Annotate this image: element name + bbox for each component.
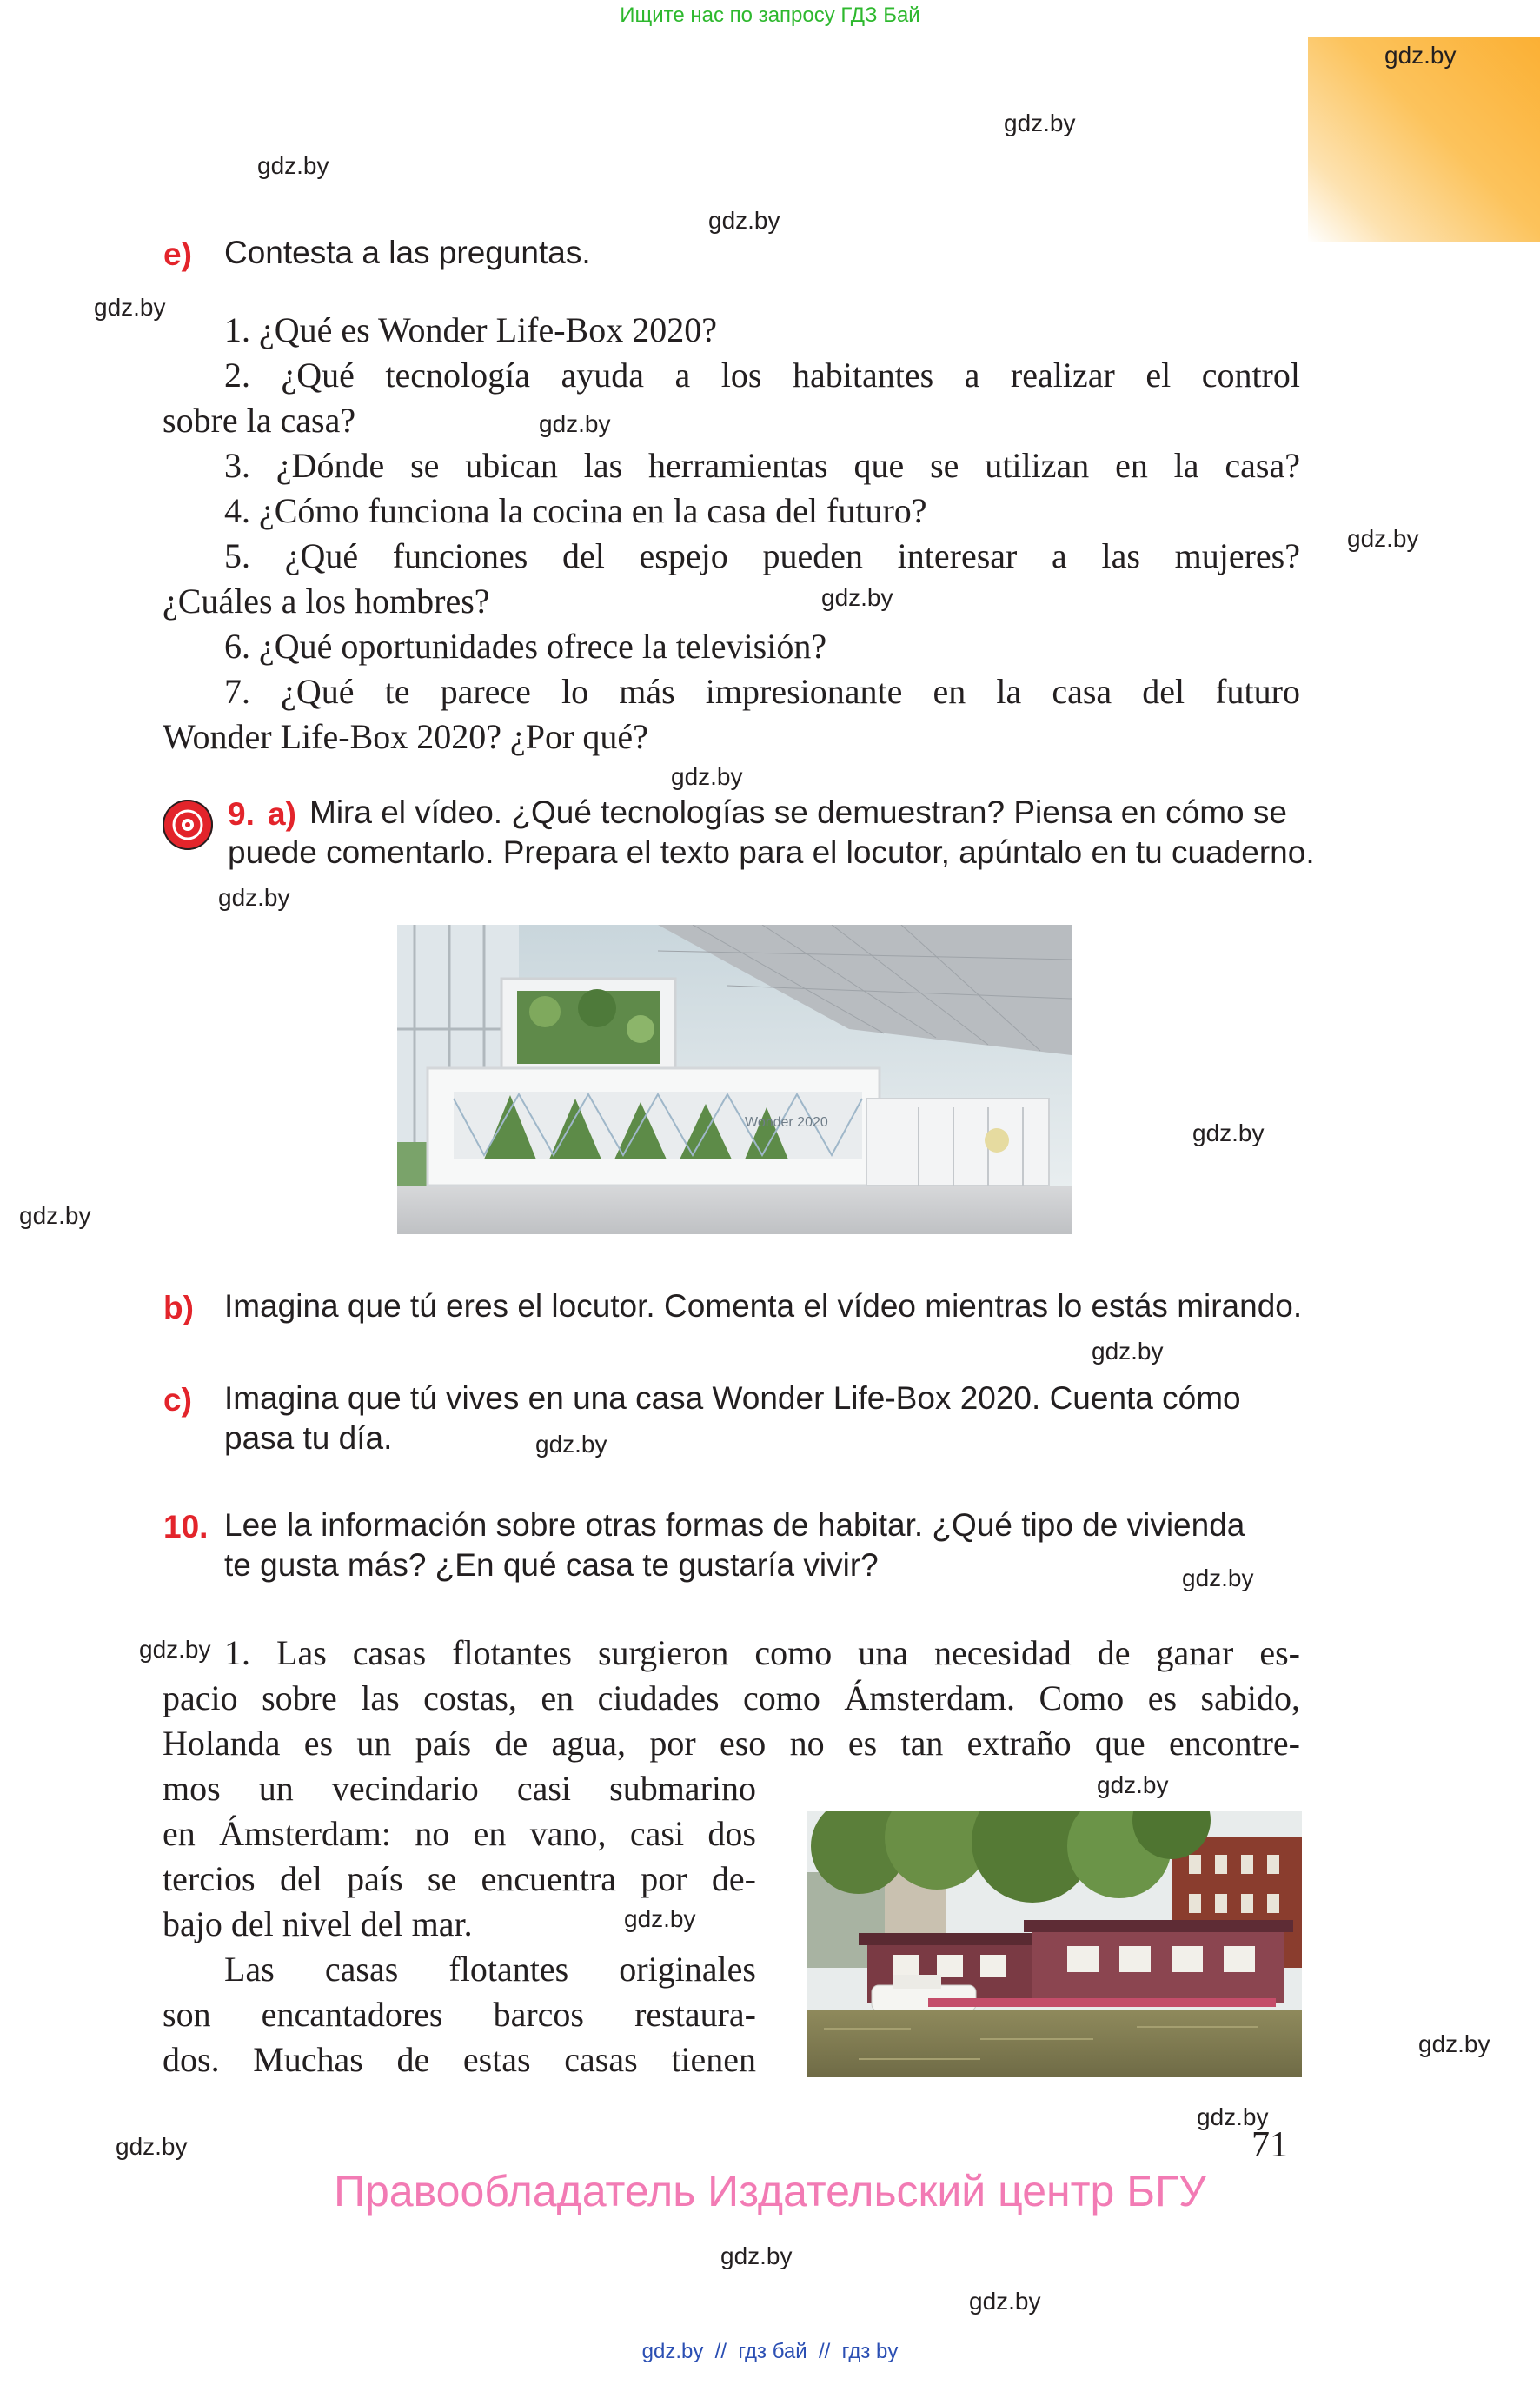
watermark: gdz.by — [708, 207, 780, 234]
section-e-title: Contesta a las preguntas. — [224, 235, 591, 270]
reading-p1-line6: tercios del país se encuentra por de- — [163, 1859, 756, 1898]
task-10-number: 10. — [163, 1509, 209, 1545]
watermark: gdz.by — [1197, 2103, 1269, 2130]
task-9-label-b: b) — [163, 1290, 194, 1325]
task-9-label-c: c) — [163, 1382, 192, 1418]
reading-p2-line3: dos. Muchas de estas casas tienen — [163, 2040, 756, 2079]
watermark: gdz.by — [94, 294, 166, 321]
video-disc-icon[interactable] — [163, 800, 213, 850]
watermark: gdz.by — [720, 2242, 793, 2269]
task-9-number: 9. — [228, 796, 255, 832]
question-7: 7. ¿Qué te parece lo más impresionante en la casa del futuro — [224, 672, 1300, 711]
question-5-cont: ¿Cuáles a los hombres? — [163, 581, 490, 621]
question-4: 4. ¿Cómo funciona la cocina en la casa del futuro? — [224, 491, 927, 530]
watermark: gdz.by — [671, 763, 743, 790]
watermark: gdz.by — [218, 884, 290, 911]
question-1: 1. ¿Qué es Wonder Life-Box 2020? — [224, 310, 717, 349]
top-banner: Ищите нас по запросу ГДЗ Бай — [620, 3, 920, 27]
task-9-text-c2: pasa tu día. — [224, 1420, 393, 1456]
task-10-line1: Lee la información sobre otras formas de habitar. ¿Qué tipo de vivienda — [224, 1507, 1245, 1543]
task-10-line2: te gusta más? ¿En qué casa te gustaría vivir? — [224, 1547, 879, 1583]
watermark: gdz.by — [821, 584, 893, 611]
reading-p1-line4: mos un vecindario casi submarino — [163, 1769, 756, 1808]
houseboat-photo — [807, 1811, 1302, 2077]
watermark: gdz.by — [1097, 1771, 1169, 1798]
question-2-cont: sobre la casa? — [163, 401, 356, 440]
pavilion-sign: Wonder 2020 — [745, 1115, 828, 1130]
watermark: gdz.by — [257, 152, 329, 179]
watermark: gdz.by — [539, 410, 611, 437]
houseboat-image — [807, 1811, 1302, 2077]
disc-icon — [163, 800, 213, 850]
wonder-lifebox-image — [397, 925, 1072, 1234]
task-9-text-b: Imagina que tú eres el locutor. Comenta el vídeo mientras lo estás mirando. — [224, 1288, 1303, 1324]
task-9-text-line1: Mira el vídeo. ¿Qué tecnologías se demuestran? Piensa en cómo se — [309, 794, 1287, 830]
watermark: gdz.by — [139, 1636, 211, 1663]
watermark: gdz.by — [969, 2288, 1041, 2315]
watermark: gdz.by — [1004, 110, 1076, 136]
watermark: gdz.by — [1092, 1338, 1164, 1365]
reading-p1-line3: Holanda es un país de agua, por eso no es tan extraño que encontre- — [163, 1724, 1300, 1763]
watermark: gdz.by — [1347, 525, 1419, 552]
question-3: 3. ¿Dónde se ubican las herramientas que se utilizan en la casa? — [224, 446, 1300, 485]
task-9-text-line2: puede comentarlo. Prepara el texto para el locutor, apúntalo en tu cuaderno. — [228, 834, 1315, 870]
question-2: 2. ¿Qué tecnología ayuda a los habitantes a realizar el control — [224, 355, 1300, 395]
question-6: 6. ¿Qué oportunidades ofrece la televisión? — [224, 627, 827, 666]
watermark: gdz.by — [19, 1202, 91, 1229]
reading-p1-line7: bajo del nivel del mar. — [163, 1904, 473, 1943]
task-9-text-c1: Imagina que tú vives en una casa Wonder Life-Box 2020. Cuenta cómo — [224, 1380, 1241, 1416]
watermark: gdz.by — [116, 2133, 188, 2160]
page-number: 71 — [1251, 2125, 1288, 2165]
copyright-line: Правообладатель Издательский центр БГУ — [334, 2167, 1206, 2216]
task-9-label-a: a) — [268, 796, 296, 832]
watermark: gdz.by — [535, 1431, 607, 1458]
watermark: gdz.by — [1384, 42, 1457, 69]
question-5: 5. ¿Qué funciones del espejo pueden interesar a las mujeres? — [224, 536, 1300, 575]
reading-p1-line5: en Ámsterdam: no en vano, casi dos — [163, 1814, 756, 1853]
question-7-cont: Wonder Life-Box 2020? ¿Por qué? — [163, 717, 648, 756]
watermark: gdz.by — [1418, 2030, 1490, 2057]
pavilion-illustration — [397, 925, 1072, 1234]
reading-p1-line2: pacio sobre las costas, en ciudades como Ámsterdam. Como es sabido, — [163, 1678, 1300, 1717]
watermark: gdz.by — [1182, 1565, 1254, 1591]
watermark: gdz.by — [624, 1905, 696, 1932]
footer-links[interactable]: gdz.by // гдз бай // гдз by — [641, 2340, 899, 2363]
reading-p2-line2: son encantadores barcos restaura- — [163, 1995, 756, 2034]
watermark: gdz.by — [1192, 1119, 1265, 1146]
section-e-label: e) — [163, 236, 192, 272]
reading-p2-line1: Las casas flotantes originales — [224, 1950, 756, 1989]
reading-p1-line1: 1. Las casas flotantes surgieron como una necesidad de ganar es- — [224, 1633, 1300, 1672]
